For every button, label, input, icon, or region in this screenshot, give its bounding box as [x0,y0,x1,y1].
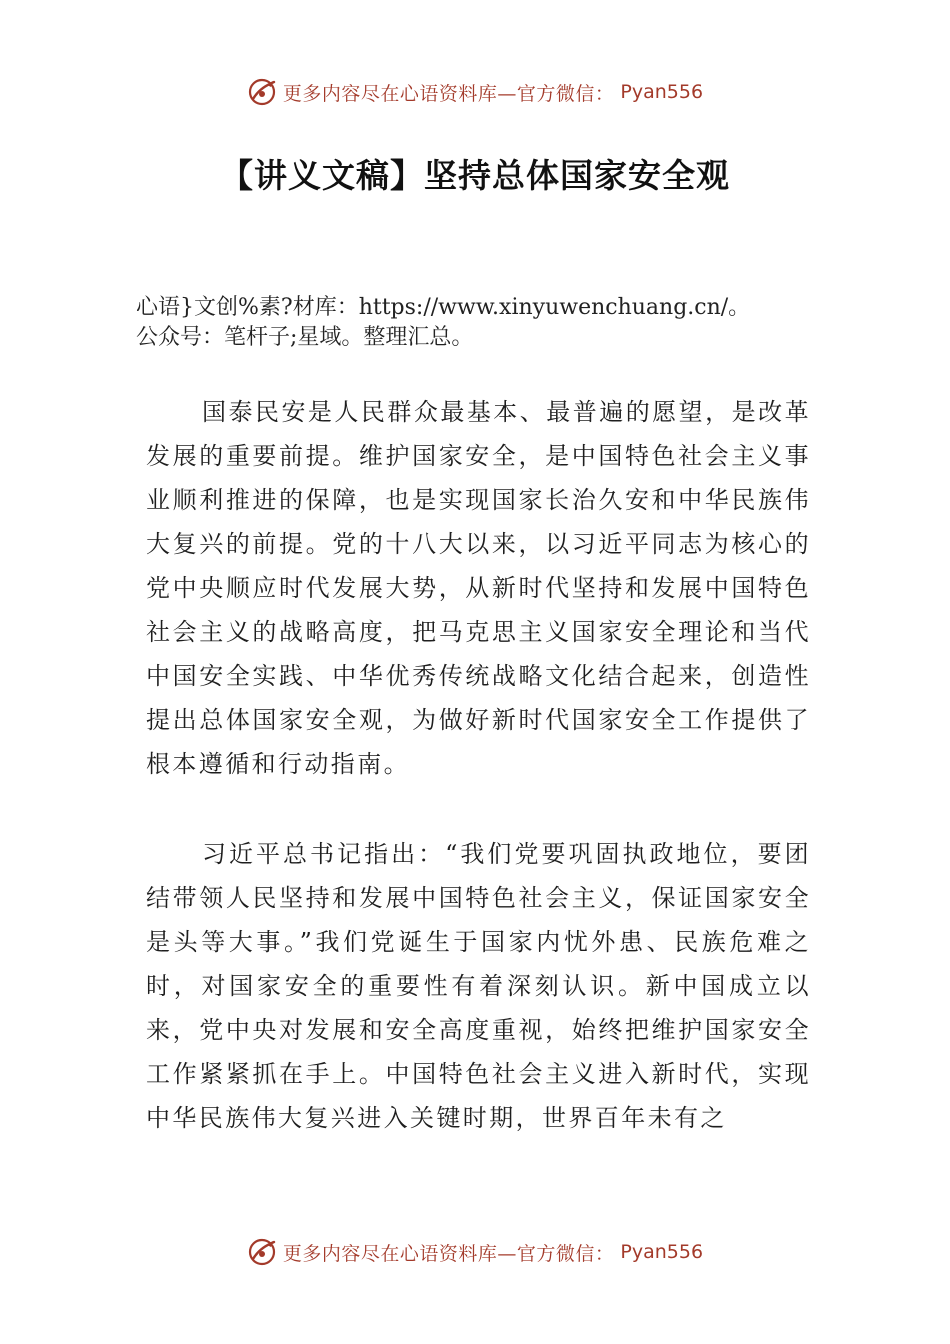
banner-text: 更多内容尽在心语资料库—官方微信： [282,1242,615,1265]
paragraph-1: 国泰民安是人民群众最基本、最普遍的愿望，是改革发展的重要前提。维护国家安全，是中国特色社会主义事业顺利推进的保障，也是实现国家长治久安和中华民族伟大复兴的前提。党的十八大以来，以习近平同志为核心的党中央顺应时代发展大势，从新时代坚持和发展中国特色社会主义的战略高度，把马克思主义国家安全理论和当代中国安全实践、中华优秀传统战略文化结合起来，创造性提出总体国家安全观，为做好新时代国家安全工作提供了根本遵循和行动指南。 [146,398,811,778]
source-line-1: 心语}文创%素?材库：https://www.xinyuwenchuang.cn/。 [136,295,751,320]
page-title: 【讲义文稿】坚持总体国家安全观 [220,156,730,195]
banner-text: 更多内容尽在心语资料库—官方微信： [282,82,615,105]
banner-wechat-id: Pyan556 [620,1241,704,1263]
logo-icon [247,77,277,107]
banner-wechat-id: Pyan556 [620,81,704,103]
source-line-2: 公众号：笔杆子;星域。整理汇总。 [136,325,474,350]
header-banner [0,72,950,112]
logo-icon [247,1237,277,1267]
paragraph-2: 习近平总书记指出：“我们党要巩固执政地位，要团结带领人民坚持和发展中国特色社会主义，保证国家安全是头等大事。”我们党诞生于国家内忧外患、民族危难之时，对国家安全的重要性有着深刻认识。新中国成立以来，党中央对发展和安全高度重视，始终把维护国家安全工作紧紧抓在手上。中国特色社会主义进入新时代，实现中华民族伟大复兴进入关键时期，世界百年未有之 [146,840,811,1132]
footer-banner [0,1232,950,1272]
source-note [136,293,836,353]
